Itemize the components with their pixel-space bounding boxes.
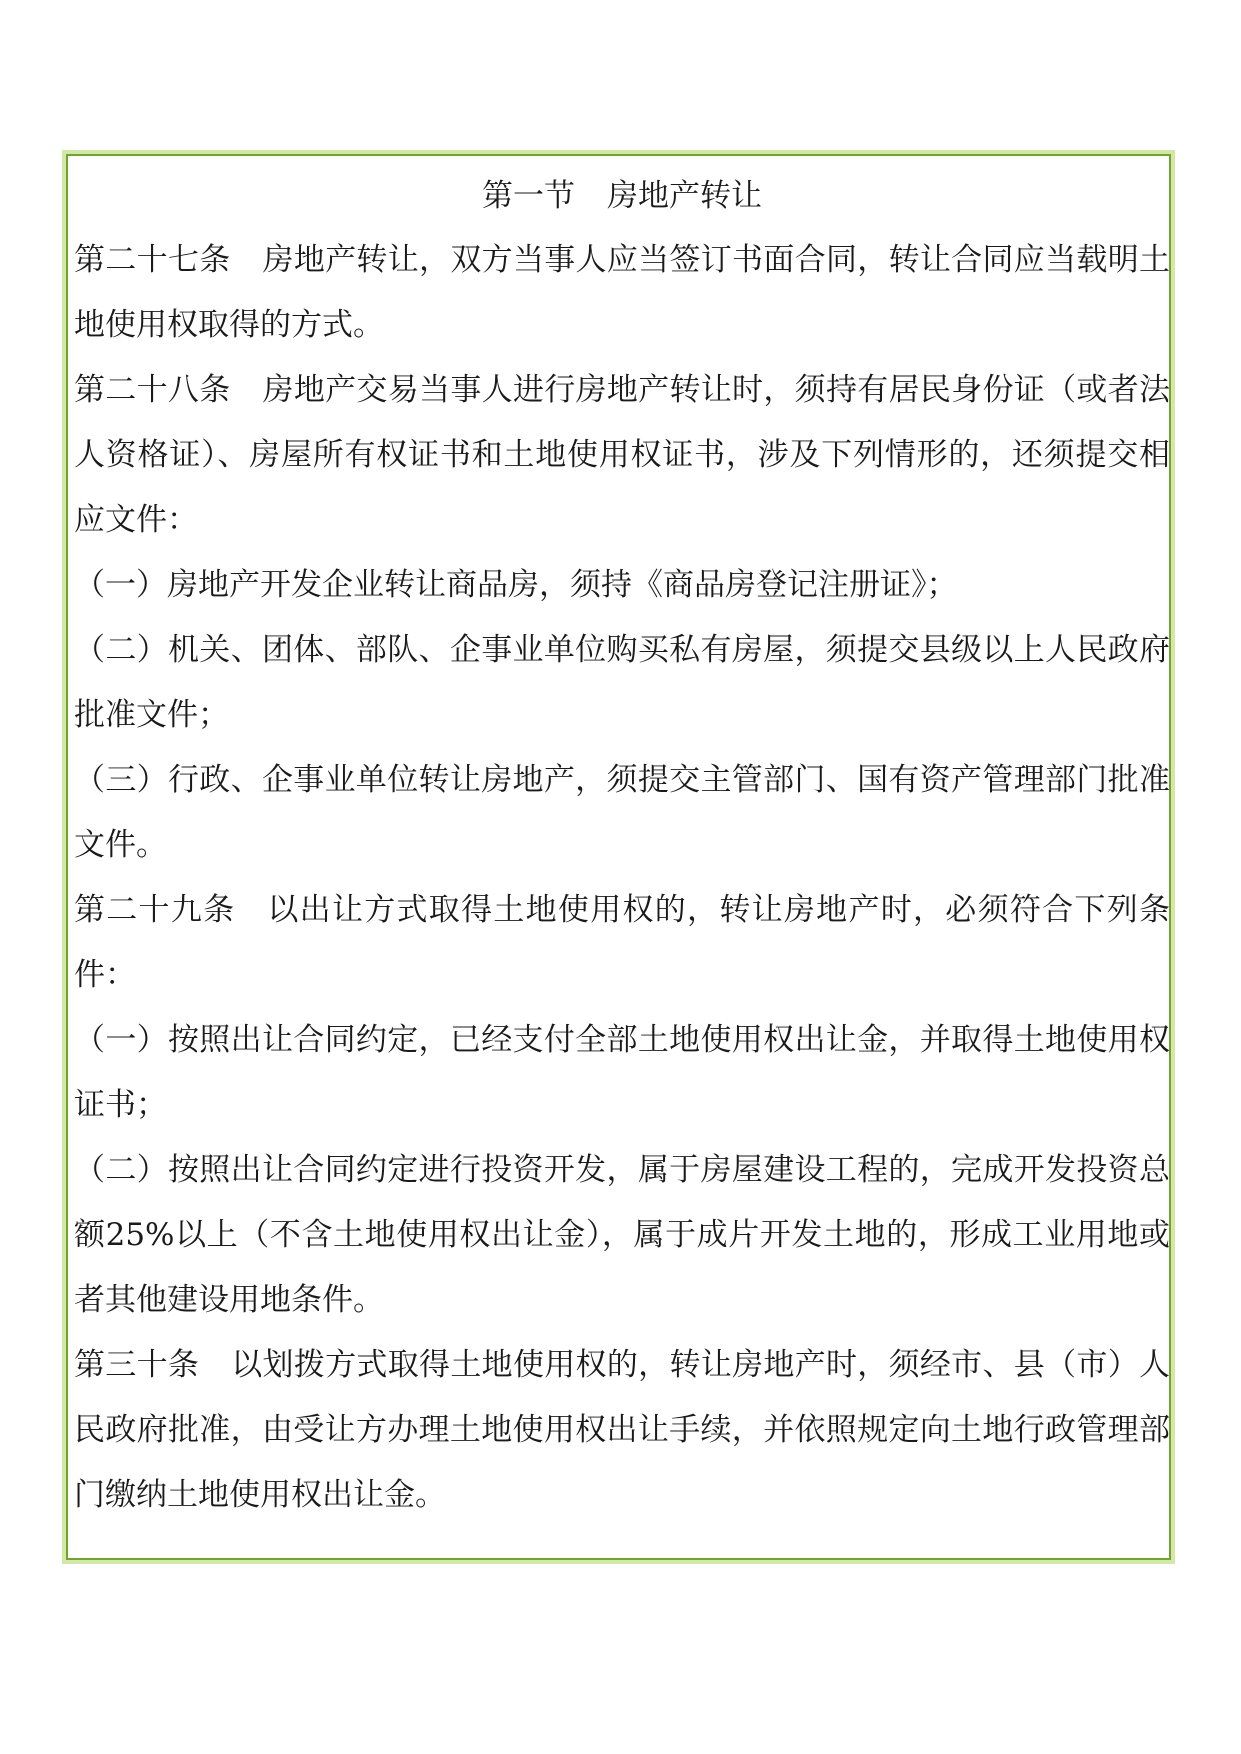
item-text: （一）按照出让合同约定，已经支付全部土地使用权出让金，并取得土地使用权证书；	[74, 1022, 1170, 1123]
section-title	[74, 164, 1170, 228]
article-number: 第二十七条	[74, 242, 231, 278]
section-number: 第一节	[482, 178, 575, 214]
article-text: 房地产交易当事人进行房地产转让时，须持有居民身份证（或者法人资格证）、房屋所有权证书和土地使用权证书，涉及下列情形的，还须提交相应文件：	[74, 372, 1170, 538]
article-text: 以出让方式取得土地使用权的，转让房地产时，必须符合下列条件：	[74, 892, 1170, 993]
paragraph-article-27	[74, 228, 1170, 358]
paragraph-item-3	[74, 748, 1170, 878]
article-number: 第二十九条	[74, 892, 236, 928]
paragraph-article-29	[74, 878, 1170, 1008]
section-title-text: 房地产转让	[607, 178, 762, 214]
paragraph-article-30	[74, 1333, 1170, 1528]
item-text: （二）按照出让合同约定进行投资开发，属于房屋建设工程的，完成开发投资总额25%以上（不含土地使用权出让金），属于成片开发土地的，形成工业用地或者其他建设用地条件。	[74, 1152, 1170, 1318]
document-body	[74, 164, 1170, 1528]
article-number: 第三十条	[74, 1347, 200, 1383]
paragraph-item-1	[74, 1008, 1170, 1138]
article-text: 房地产转让，双方当事人应当签订书面合同，转让合同应当载明土地使用权取得的方式。	[74, 242, 1170, 343]
item-text: （三）行政、企事业单位转让房地产，须提交主管部门、国有资产管理部门批准文件。	[74, 762, 1170, 863]
paragraph-item-1	[74, 553, 1170, 618]
paragraph-item-2	[74, 618, 1170, 748]
paragraph-article-28	[74, 358, 1170, 553]
item-text: （一）房地产开发企业转让商品房，须持《商品房登记注册证》；	[74, 567, 958, 603]
item-text: （二）机关、团体、部队、企事业单位购买私有房屋，须提交县级以上人民政府批准文件；	[74, 632, 1170, 733]
paragraph-item-2	[74, 1138, 1170, 1333]
article-number: 第二十八条	[74, 372, 231, 408]
article-text: 以划拨方式取得土地使用权的，转让房地产时，须经市、县（市）人民政府批准，由受让方办理土地使用权出让手续，并依照规定向土地行政管理部门缴纳土地使用权出让金。	[74, 1347, 1171, 1513]
